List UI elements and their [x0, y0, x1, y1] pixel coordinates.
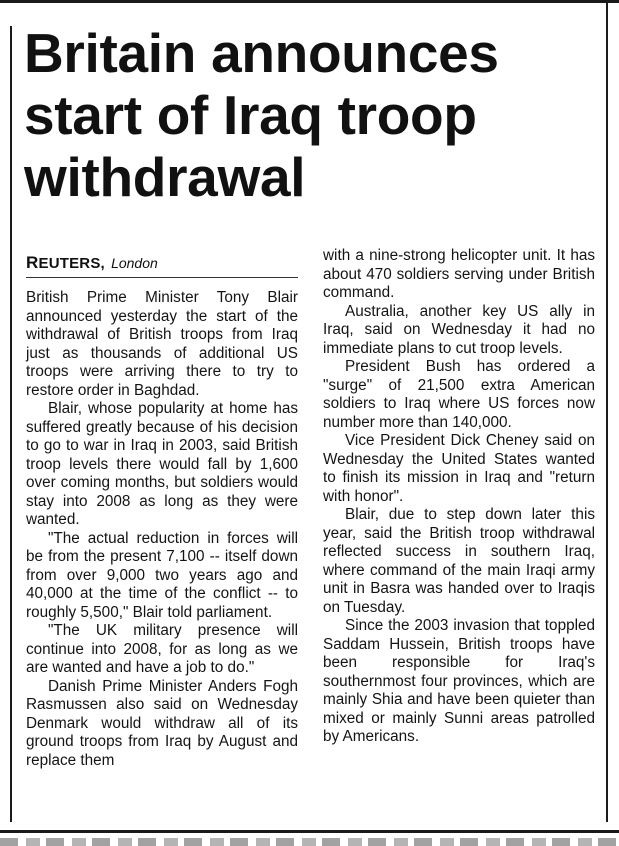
article-column-right: [323, 247, 595, 747]
byline-location: London: [111, 255, 158, 271]
byline: [26, 253, 158, 273]
paragraph-8: Vice President Dick Cheney said on Wednesday the United States wanted to finish its mission in Iraq and "return with honor".: [323, 432, 595, 505]
paragraph-6: Australia, another key US ally in Iraq, said on Wednesday it had no immediate plans to cut troop levels.: [323, 302, 595, 357]
paragraph-3: "The actual reduction in forces will be from the present 7,100 -- itself down from over 9,000 two years ago and 40,000 at the time of the conflict -- to roughly 5,500," Blair told parliament.: [26, 529, 298, 621]
paragraph-10: Since the 2003 invasion that toppled Saddam Hussein, British troops have been responsible for Iraq's southernmost four provinces, which are mainly Shia and have been quieter than mixed or mainly Sunni areas patrolled by Americans.: [323, 617, 595, 745]
paragraph-9: Blair, due to step down later this year, said the British troop withdrawal reflected success in southern Iraq, where command of the main Iraqi army unit in Basra was handed over to Iraqis on Tuesday.: [323, 506, 595, 616]
byline-agency: [26, 255, 105, 272]
byline-rule: [26, 277, 298, 278]
paragraph-2: Blair, whose popularity at home has suffered greatly because of his decision to go to war in Iraq in 2003, said British troop levels there would fall by 1,600 over coming months, but soldiers would stay into 2008 as long as they were wanted.: [26, 400, 298, 528]
paragraph-7: President Bush has ordered a "surge" of 21,500 extra American soldiers to Iraq where US forces now number more than 140,000.: [323, 358, 595, 431]
left-border-rule: [10, 26, 12, 822]
article-column-left: [26, 289, 298, 770]
paragraph-4: "The UK military presence will continue into 2008, for as long as we are wanted and have a job to do.": [26, 622, 298, 676]
paragraph-1: British Prime Minister Tony Blair announced yesterday the start of the withdrawal of British troops from Iraq just as thousands of additional US troops were arriving there to try to restore order in Baghdad.: [26, 289, 298, 399]
bottom-border-rule: [0, 830, 619, 833]
article-headline: Britain announces start of Iraq troop withdrawal: [24, 22, 499, 208]
right-border-rule: [606, 0, 608, 822]
paragraph-5: Danish Prime Minister Anders Fogh Rasmussen also said on Wednesday Denmark would withdraw all of its ground troops from Iraq by August and replace them: [26, 677, 298, 769]
next-article-bleed: [0, 838, 619, 846]
top-border-rule: [0, 0, 619, 3]
paragraph-5-continuation: with a nine-strong helicopter unit. It has about 470 soldiers serving under British command.: [323, 247, 595, 301]
byline-agency-rest: EUTERS,: [38, 255, 105, 272]
byline-agency-initial: R: [26, 253, 39, 272]
